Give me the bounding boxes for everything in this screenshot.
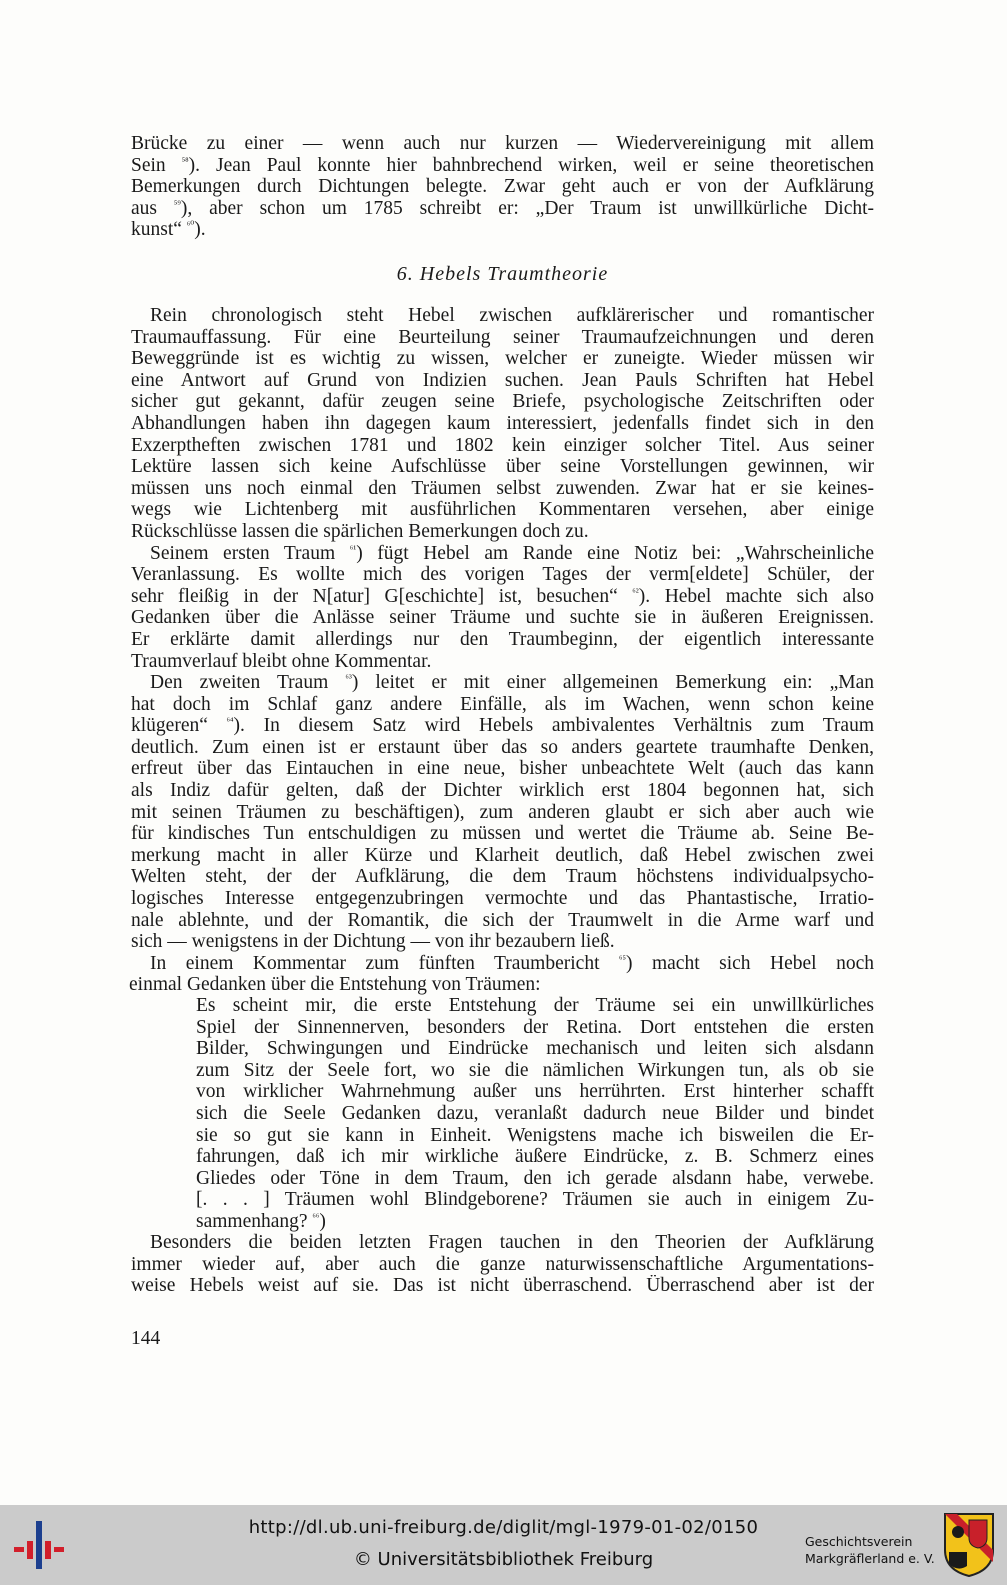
- quote-line: [. . . ] Träumen wohl Blindgeborene? Träumen sie auch in einigem Zu-: [196, 1189, 874, 1211]
- text-line: Den zweiten Traum $^{^{63}}$) leitet er mit einer allgemeinen Bemerkung ein: „Man: [150, 672, 874, 694]
- text-line: Traumverlauf bleibt ohne Kommentar.: [131, 650, 432, 672]
- text-line: für kindisches Tun entschuldigen zu müssen und wertet die Träume ab. Seine Be-: [131, 823, 874, 845]
- publisher-line: Geschichtsverein: [805, 1534, 913, 1549]
- quote-line: Es scheint mir, die erste Entstehung der Träume sei ein unwillkürliches: [196, 995, 874, 1016]
- publisher-name: [805, 1533, 935, 1567]
- text-line: mit seinen Träumen zu beschäftigen), zum anderen glaubt er sich aber auch wie: [131, 801, 874, 823]
- text-line: Lektüre lassen sich keine Aufschlüsse über seine Vorstellungen gewinnen, wir: [131, 456, 874, 478]
- text-line: Beweggründe ist es wichtig zu wissen, welcher er zuneigte. Wieder müssen wir: [131, 348, 874, 370]
- text-line: weise Hebels weist auf sie. Das ist nicht überraschend. Überraschend aber ist der: [131, 1275, 874, 1297]
- text-line: In einem Kommentar zum fünften Traumbericht $^{^{65}}$) macht sich Hebel noch: [150, 952, 874, 974]
- text-line: nale ablehnte, und der Romantik, die sich der Traumwelt in die Arme warf und: [131, 909, 874, 931]
- text-line: Er erklärte damit allerdings nur den Traumbeginn, der eigentlich interessante: [131, 628, 874, 650]
- text-line: einmal Gedanken über die Entstehung von Träumen:: [129, 974, 541, 996]
- text-line: Welten steht, der der Aufklärung, die dem Traum höchstens individualpsycho-: [131, 866, 874, 888]
- coat-of-arms-icon: [943, 1512, 995, 1578]
- text-line: klügeren“ $^{^{64}}$). In diesem Satz wird Hebels ambivalentes Verhältnis zum Traum: [131, 715, 874, 737]
- text-line: deutlich. Zum einen ist er erstaunt über das so anders geartete traumhafte Denken,: [131, 736, 874, 758]
- footer-bar: [0, 1505, 1007, 1585]
- page-number: 144: [131, 1328, 161, 1349]
- text-line: merkung macht in aller Kürze und Klarheit deutlich, daß Hebel zwischen zwei: [131, 844, 874, 866]
- quote-line: von wirklicher Wahrnehmung außer uns herrührten. Erst hinterher schafft: [196, 1081, 874, 1103]
- closing-paragraph: [131, 1232, 874, 1297]
- text-line: logisches Interesse entgegenzubringen vermochte und das Phantastische, Irratio-: [131, 888, 874, 910]
- text-line: immer wieder auf, aber auch die ganze naturwissenschaftliche Argumentations-: [131, 1253, 874, 1275]
- text-line: sehr fleißig in der N[atur] G[eschichte] ist, besuchen“ $^{^{62}}$). Hebel machte sich also: [131, 585, 874, 607]
- text-line: Besonders die beiden letzten Fragen tauchen in den Theorien der Aufklärung: [150, 1232, 874, 1253]
- text-line: Exzerptheften zwischen 1781 und 1802 kein einziger solcher Titel. Aus seiner: [131, 434, 874, 456]
- top-paragraph: [131, 133, 874, 241]
- text-line: eine Antwort auf Grund von Indizien suchen. Jean Pauls Schriften hat Hebel: [131, 369, 874, 391]
- text-line: Rein chronologisch steht Hebel zwischen aufklärerischer und romantischer: [150, 305, 874, 326]
- text-line: müssen uns noch einmal den Träumen selbst zuwenden. Zwar hat er sie keines-: [131, 477, 874, 499]
- text-line: Traumauffassung. Für eine Beurteilung seiner Traumaufzeichnungen und deren: [131, 326, 874, 348]
- copyright-notice: © Universitätsbibliothek Freiburg: [353, 1549, 654, 1570]
- quote-line: Gliedes oder Töne in dem Traum, den ich gerade alsdann habe, verwebe.: [196, 1167, 874, 1189]
- text-line: sich — wenigstens in der Dichtung — von ihr bezaubern ließ.: [131, 931, 615, 953]
- body-text: [131, 305, 874, 996]
- document-url[interactable]: http://dl.ub.uni-freiburg.de/diglit/mgl-1979-01-02/0150: [248, 1517, 759, 1538]
- quote-line: Bilder, Schwingungen und Eindrücke mechanisch und leiten sich alsdann: [196, 1038, 874, 1060]
- quote-line: zum Sitz der Seele fort, wo sie die nämlichen Wirkungen tun, als ob sie: [196, 1059, 874, 1081]
- text-line: aus $^{^{59}}$), aber schon um 1785 schreibt er: „Der Traum ist unwillkürliche Dicht-: [131, 197, 874, 219]
- quote-line: sie so gut sie kann in Einheit. Wenigstens mache ich bisweilen die Er-: [196, 1124, 874, 1146]
- text-line: Brücke zu einer — wenn auch nur kurzen — Wiedervereinigung mit allem: [131, 133, 874, 154]
- text-line: als Indiz dafür gelten, daß der Dichter wirklich erst 1804 begonnen hat, sich: [131, 780, 874, 802]
- block-quote: [131, 995, 874, 1233]
- text-line: hat doch im Schlaf ganz andere Einfälle, als im Wachen, wenn schon keine: [131, 693, 874, 715]
- text-line: Bemerkungen durch Dichtungen belegte. Zwar geht auch er von der Aufklärung: [131, 176, 874, 198]
- text-line: Seinem ersten Traum $^{^{61}}$) fügt Hebel am Rande eine Notiz bei: „Wahrscheinliche: [150, 542, 874, 564]
- text-line: erfreut über das Eintauchen in eine neue, bisher unbeachtete Welt (auch das kann: [131, 758, 874, 780]
- text-line: sicher gut gekannt, dafür zeugen seine Briefe, psychologische Zeitschriften oder: [131, 391, 874, 413]
- quote-line: sich die Seele Gedanken dazu, veranlaßt dadurch neue Bilder und bindet: [196, 1102, 874, 1124]
- text-line: Gedanken über die Anlässe seiner Träume und suchte sie in äußeren Ereignissen.: [131, 607, 874, 629]
- publisher-line: Markgräflerland e. V.: [805, 1551, 935, 1566]
- text-line: kunst“ $^{^{60}}$).: [131, 219, 206, 241]
- text-line: wegs wie Lichtenberg mit ausführlichen Kommentaren versehen, aber einige: [131, 499, 874, 521]
- quote-line: Spiel der Sinnennerven, besonders der Retina. Dort entstehen die ersten: [196, 1016, 874, 1038]
- text-line: Sein $^{^{58}}$). Jean Paul konnte hier bahnbrechend wirken, weil er seine theoretischen: [131, 154, 874, 176]
- text-line: Abhandlungen haben ihn dagegen kaum interessiert, jedenfalls findet sich in den: [131, 412, 874, 434]
- text-line: Rückschlüsse lassen die spärlichen Bemerkungen doch zu.: [131, 520, 589, 542]
- section-heading: 6. Hebels Traumtheorie: [396, 263, 609, 285]
- text-line: Veranlassung. Es wollte mich des vorigen Tages der verm[eldete] Schüler, der: [131, 564, 874, 586]
- quote-line: sammenhang? $^{^{66}}$): [196, 1210, 326, 1232]
- quote-line: fahrungen, daß ich mir wirkliche äußere Eindrücke, z. B. Schmerz eines: [196, 1146, 874, 1168]
